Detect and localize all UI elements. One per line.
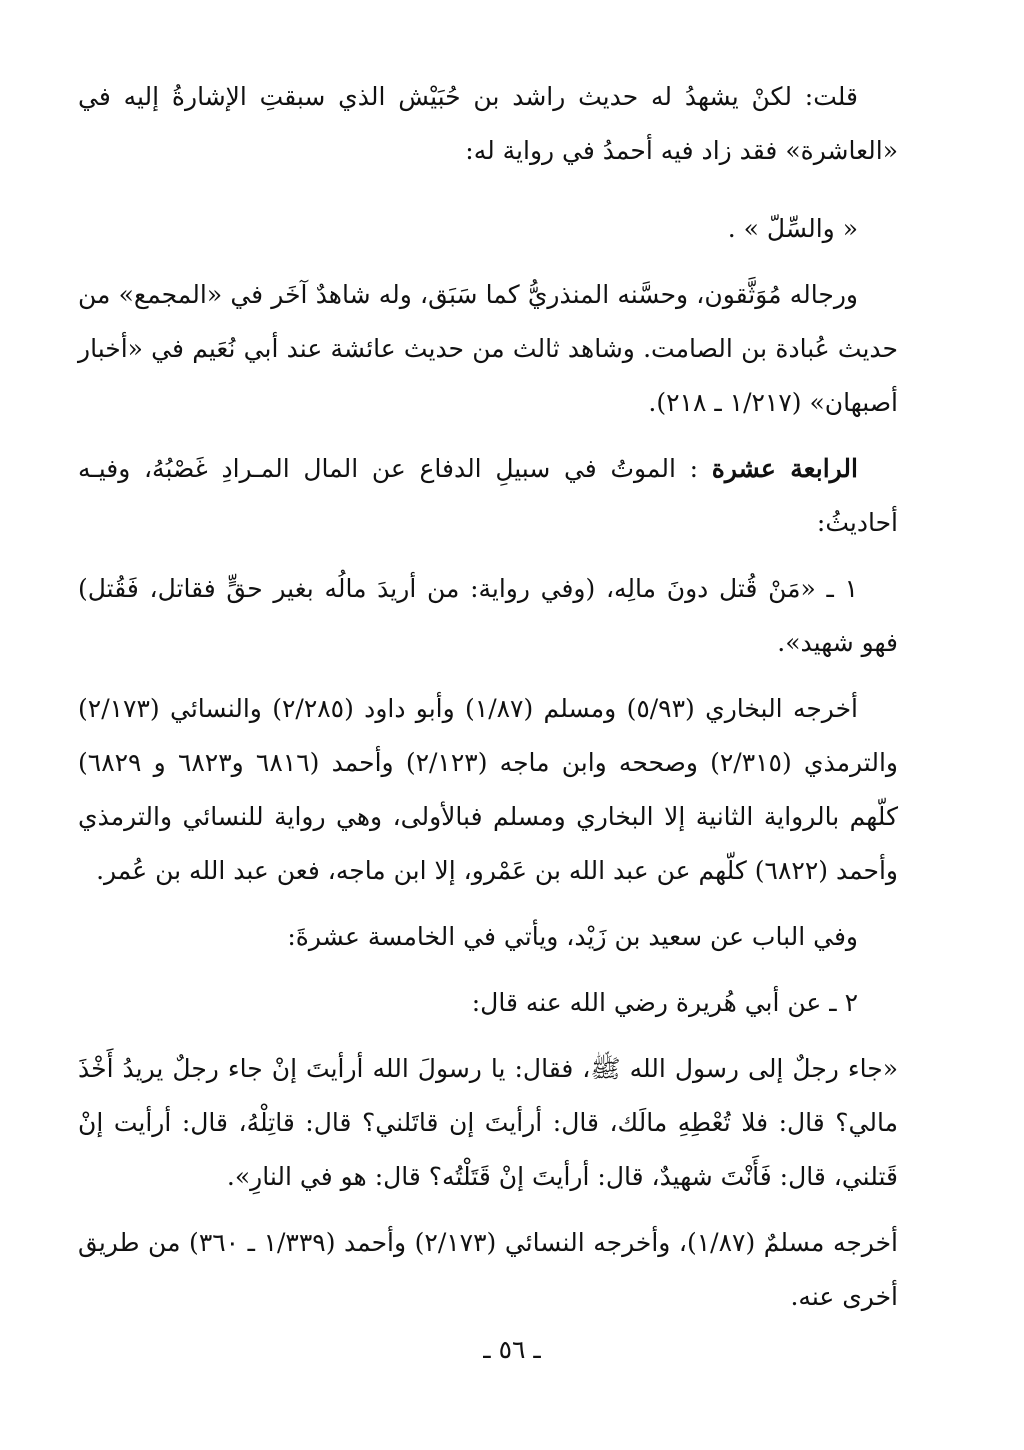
paragraph-1: قلت: لكنْ يشهدُ له حديث راشد بن حُبَيْش الذي سبقتِ الإشارةُ إليه في «العاشرة» فقد زاد فيه أحمدُ في رواية له: <box>78 82 898 165</box>
paragraph-3: ورجاله مُوَثَّقون، وحسَّنه المنذريُّ كما سَبَق، وله شاهدٌ آخَر في «المجمع» من حديث عُبادة بن الصامت. وشاهد ثالث من حديث عائشة عند أبي نُعَيم في «أخبار أصبهان» (١/٢١٧ ـ ٢١٨). <box>78 280 898 417</box>
page-body <box>78 70 898 1336</box>
hadith-2: ٢ ـ عن أبي هُريرة رضي الله عنه قال: <box>471 988 858 1017</box>
hadith-1: ١ ـ «مَنْ قُتل دونَ مالِه، (وفي رواية: من أريدَ مالُه بغير حقٍّ فقاتل، فَقُتل) فهو شهيد». <box>78 574 898 657</box>
paragraph-2-quote: « والسِّلّ » . <box>727 214 858 243</box>
paragraph-4 <box>78 442 898 550</box>
paragraph-6: أخرجه البخاري (٥/٩٣) ومسلم (١/٨٧) وأبو داود (٢/٢٨٥) والنسائي (٢/١٧٣) والترمذي (٢/٣١٥) وصححه وابن ماجه (٢/١٢٣) وأحمد (٦٨١٦ و٦٨٢٣ و ٦٨٢٩) كلّهم بالرواية الثانية إلا البخاري ومسلم فبالأولى، وهي رواية للنسائي والترمذي وأحمد (٦٨٢٢) كلّهم عن عبد الله بن عَمْرو، إلا ابن ماجه، فعن عبد الله بن عُمر. <box>78 694 898 885</box>
paragraph-10: أخرجه مسلمٌ (١/٨٧)، وأخرجه النسائي (٢/١٧٣) وأحمد (١/٣٣٩ ـ ٣٦٠) من طريق أخرى عنه. <box>78 1228 899 1311</box>
page-number: ـ ٥٦ ـ <box>483 1335 541 1364</box>
hadith-2-text: «جاء رجلٌ إلى رسول الله ﷺ، فقال: يا رسولَ الله أرأيتَ إنْ جاء رجلٌ يريدُ أَخْذَ مالي؟ قال: فلا تُعْطِهِ مالَك، قال: أرأيتَ إن قاتَلني؟ قال: قاتِلْهُ، قال: أرأيت إنْ قَتلني، قال: فَأَنْتَ شهيدٌ، قال: أرأيتَ إنْ قَتَلْتُه؟ قال: هو في النارِ». <box>78 1054 898 1191</box>
paragraph-7: وفي الباب عن سعيد بن زَيْد، ويأتي في الخامسة عشرةَ: <box>287 922 858 951</box>
section-heading-text: : الموتُ في سبيلِ الدفاع عن المال المـرادِ غَصْبُهُ، وفيـه أحاديثُ: <box>78 454 898 537</box>
section-heading: الرابعة عشرة <box>711 454 858 483</box>
